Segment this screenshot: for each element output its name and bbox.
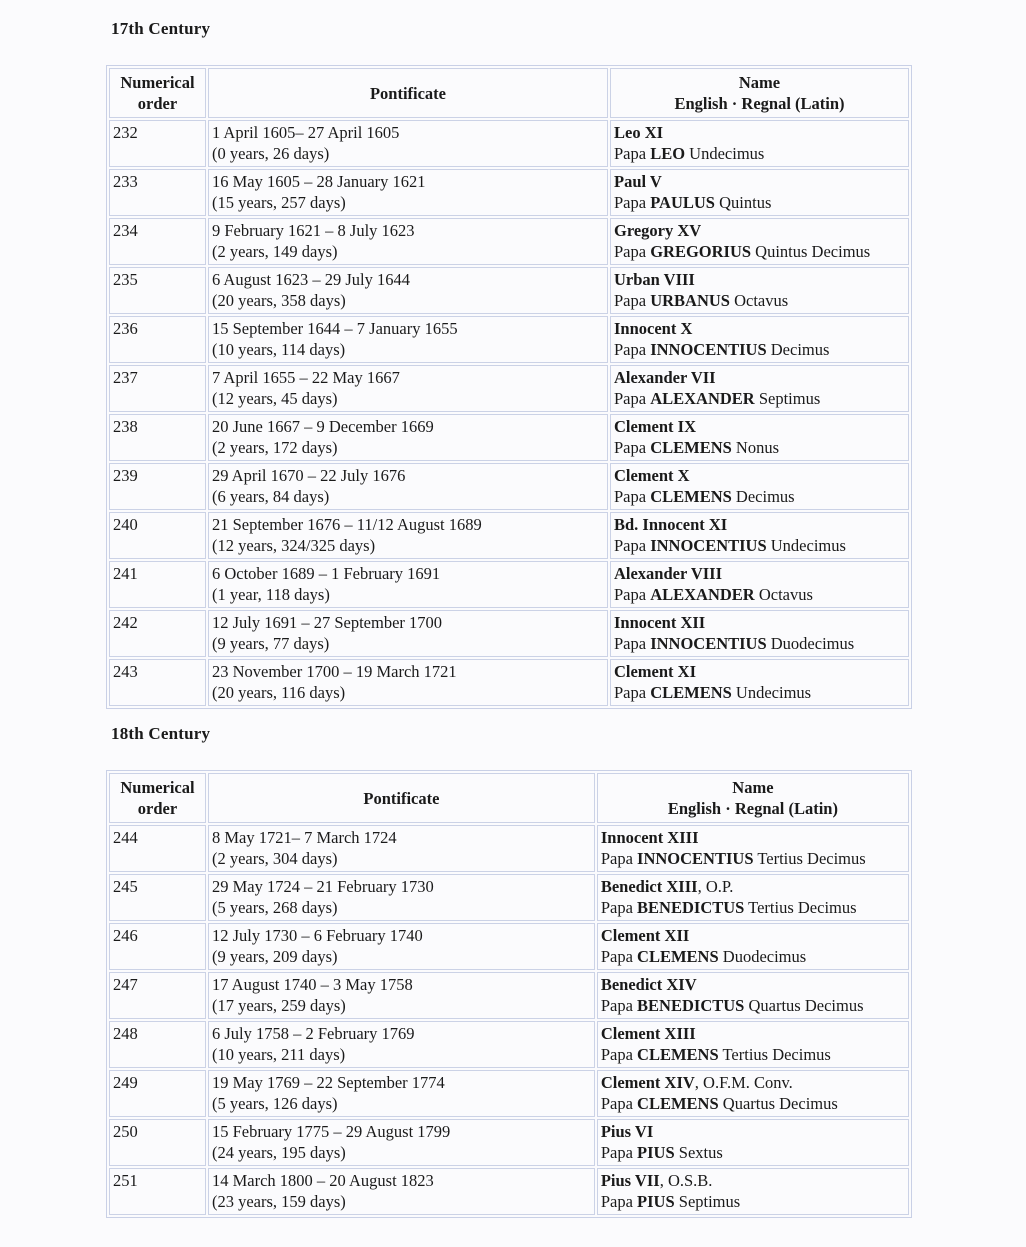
english-name-text: Alexander VIII: [613, 564, 723, 583]
cell-pontificate: [208, 610, 608, 657]
english-name-text: Bd. Innocent XI: [613, 515, 728, 534]
table-row: [109, 1021, 909, 1068]
pontificate-dates: 20 June 1667 – 9 December 1669: [211, 417, 434, 436]
english-name-text: Clement IX: [613, 417, 697, 436]
table-row: [109, 120, 909, 167]
cell-name: [610, 659, 909, 706]
regnal-name: [614, 633, 905, 654]
regnal-ordinal: Quartus Decimus: [722, 1094, 838, 1113]
cell-numerical-order: 237: [109, 365, 206, 412]
papa-word: Papa: [600, 947, 633, 966]
pontificate-dates: 29 May 1724 – 21 February 1730: [211, 877, 434, 896]
cell-pontificate: [208, 169, 608, 216]
english-name: [614, 220, 905, 241]
regnal-ordinal: Septimus: [678, 1192, 741, 1211]
regnal-name-text: GREGORIUS: [650, 242, 752, 261]
regnal-ordinal: Duodecimus: [770, 634, 855, 653]
regnal-name: [601, 848, 905, 869]
regnal-name: [601, 946, 905, 967]
papa-word: Papa: [600, 1045, 633, 1064]
pontificate-duration: (6 years, 84 days): [211, 487, 330, 506]
regnal-ordinal: Duodecimus: [722, 947, 807, 966]
papa-word: Papa: [613, 585, 647, 604]
cell-numerical-order: 238: [109, 414, 206, 461]
regnal-name: [614, 143, 905, 164]
regnal-name-text: CLEMENS: [650, 487, 732, 506]
regnal-name: [601, 1191, 905, 1212]
table-row: [109, 874, 909, 921]
regnal-name-text: CLEMENS: [637, 1045, 719, 1064]
english-name-text: Innocent XIII: [600, 828, 699, 847]
pontificate-dates: 15 February 1775 – 29 August 1799: [211, 1122, 451, 1141]
regnal-name-text: PIUS: [637, 1192, 675, 1211]
cell-name: [610, 610, 909, 657]
regnal-name: [601, 1044, 905, 1065]
regnal-name: [614, 535, 905, 556]
table-row: [109, 316, 909, 363]
english-name-text: Pius VII: [600, 1171, 660, 1190]
regnal-name-text: PIUS: [637, 1143, 675, 1162]
table-row: [109, 365, 909, 412]
regnal-name: [614, 437, 905, 458]
pontificate-dates: 17 August 1740 – 3 May 1758: [211, 975, 413, 994]
cell-numerical-order: 233: [109, 169, 206, 216]
english-name: [601, 974, 905, 995]
english-name: [614, 269, 905, 290]
regnal-name: [614, 192, 905, 213]
pontificate-duration: (9 years, 77 days): [211, 634, 330, 653]
cell-numerical-order: 239: [109, 463, 206, 510]
table-row: [109, 561, 909, 608]
pontificate-duration: (12 years, 324/325 days): [211, 536, 376, 555]
cell-numerical-order: 234: [109, 218, 206, 265]
table-row: [109, 972, 909, 1019]
pontificate-duration: (24 years, 195 days): [211, 1143, 346, 1162]
pontificate-dates: 16 May 1605 – 28 January 1621: [211, 172, 426, 191]
pontificate-dates: 14 March 1800 – 20 August 1823: [211, 1171, 434, 1190]
table-row: [109, 1168, 909, 1215]
cell-name: [597, 874, 909, 921]
pontificate-duration: (10 years, 114 days): [211, 340, 346, 359]
header-pontificate: Pontificate: [208, 68, 608, 118]
regnal-ordinal: Sextus: [678, 1143, 723, 1162]
english-name-suffix: , O.S.B.: [659, 1171, 713, 1190]
regnal-name-text: INNOCENTIUS: [650, 340, 767, 359]
pontificate-dates: 1 April 1605– 27 April 1605: [211, 123, 400, 142]
regnal-name-text: INNOCENTIUS: [650, 634, 767, 653]
cell-numerical-order: 247: [109, 972, 206, 1019]
cell-name: [610, 218, 909, 265]
papa-word: Papa: [613, 144, 647, 163]
regnal-name-text: ALEXANDER: [650, 585, 755, 604]
regnal-ordinal: Decimus: [770, 340, 830, 359]
table-row: [109, 414, 909, 461]
regnal-name: [614, 584, 905, 605]
cell-name: [610, 463, 909, 510]
regnal-ordinal: Tertius Decimus: [748, 898, 857, 917]
header-pontificate: Pontificate: [208, 773, 595, 823]
regnal-name: [601, 1142, 905, 1163]
pontificate-dates: 21 September 1676 – 11/12 August 1689: [211, 515, 482, 534]
cell-name: [610, 316, 909, 363]
regnal-name-text: BENEDICTUS: [637, 898, 745, 917]
pontificate-duration: (0 years, 26 days): [211, 144, 330, 163]
cell-numerical-order: 235: [109, 267, 206, 314]
cell-name: [610, 120, 909, 167]
regnal-name-text: INNOCENTIUS: [637, 849, 754, 868]
cell-name: [610, 512, 909, 559]
cell-numerical-order: 246: [109, 923, 206, 970]
table-row: [109, 218, 909, 265]
english-name-text: Clement XIII: [600, 1024, 696, 1043]
cell-pontificate: [208, 874, 595, 921]
table-row: [109, 610, 909, 657]
regnal-name: [614, 682, 905, 703]
cell-pontificate: [208, 972, 595, 1019]
papa-word: Papa: [600, 1094, 633, 1113]
pontificate-dates: 12 July 1691 – 27 September 1700: [211, 613, 443, 632]
english-name: [614, 122, 905, 143]
cell-pontificate: [208, 463, 608, 510]
regnal-name: [614, 339, 905, 360]
pontificate-dates: 8 May 1721– 7 March 1724: [211, 828, 397, 847]
cell-numerical-order: 244: [109, 825, 206, 872]
papa-word: Papa: [613, 242, 647, 261]
pontificate-dates: 19 May 1769 – 22 September 1774: [211, 1073, 445, 1092]
cell-name: [597, 1070, 909, 1117]
cell-name: [610, 267, 909, 314]
cell-numerical-order: 249: [109, 1070, 206, 1117]
english-name-suffix: , O.F.M. Conv.: [694, 1073, 793, 1092]
pontificate-duration: (12 years, 45 days): [211, 389, 338, 408]
cell-name: [597, 1168, 909, 1215]
pontificate-duration: (9 years, 209 days): [211, 947, 338, 966]
regnal-name-text: CLEMENS: [637, 1094, 719, 1113]
regnal-ordinal: Nonus: [735, 438, 780, 457]
pontificate-duration: (20 years, 358 days): [211, 291, 346, 310]
pontificate-dates: 29 April 1670 – 22 July 1676: [211, 466, 406, 485]
pontificate-dates: 15 September 1644 – 7 January 1655: [211, 319, 458, 338]
regnal-name: [614, 241, 905, 262]
cell-name: [597, 923, 909, 970]
papa-word: Papa: [600, 849, 633, 868]
english-name: [614, 612, 905, 633]
english-name-text: Clement X: [613, 466, 690, 485]
english-name-text: Gregory XV: [613, 221, 702, 240]
table-header-row: [109, 68, 909, 118]
regnal-name: [601, 1093, 905, 1114]
cell-numerical-order: 240: [109, 512, 206, 559]
regnal-name-text: INNOCENTIUS: [650, 536, 767, 555]
table-row: [109, 1119, 909, 1166]
english-name: [614, 367, 905, 388]
table-row: [109, 512, 909, 559]
regnal-name: [601, 897, 905, 918]
regnal-name-text: CLEMENS: [637, 947, 719, 966]
pontificate-duration: (17 years, 259 days): [211, 996, 346, 1015]
cell-name: [597, 1119, 909, 1166]
regnal-ordinal: Quartus Decimus: [748, 996, 864, 1015]
english-name-text: Pius VI: [600, 1122, 654, 1141]
english-name-text: Innocent X: [613, 319, 693, 338]
table-row: [109, 169, 909, 216]
english-name: [601, 827, 905, 848]
english-name-text: Clement XI: [613, 662, 697, 681]
regnal-ordinal: Undecimus: [770, 536, 846, 555]
english-name: [614, 465, 905, 486]
regnal-ordinal: Octavus: [734, 291, 789, 310]
regnal-ordinal: Septimus: [758, 389, 821, 408]
english-name-text: Urban VIII: [613, 270, 695, 289]
english-name: [614, 171, 905, 192]
pontificate-dates: 12 July 1730 – 6 February 1740: [211, 926, 423, 945]
regnal-name: [614, 290, 905, 311]
english-name: [614, 661, 905, 682]
cell-name: [597, 972, 909, 1019]
cell-name: [610, 169, 909, 216]
regnal-name-text: PAULUS: [650, 193, 715, 212]
cell-name: [610, 414, 909, 461]
regnal-ordinal: Undecimus: [689, 144, 765, 163]
regnal-ordinal: Octavus: [758, 585, 813, 604]
pontificate-dates: 7 April 1655 – 22 May 1667: [211, 368, 400, 387]
papa-word: Papa: [600, 898, 633, 917]
cell-numerical-order: 242: [109, 610, 206, 657]
regnal-ordinal: Tertius Decimus: [722, 1045, 831, 1064]
header-numerical-order: Numerical order: [109, 68, 206, 118]
pontificate-dates: 6 August 1623 – 29 July 1644: [211, 270, 410, 289]
regnal-name-text: CLEMENS: [650, 438, 732, 457]
table-row: [109, 923, 909, 970]
english-name-text: Benedict XIII: [600, 877, 698, 896]
english-name-text: Clement XII: [600, 926, 690, 945]
regnal-name-text: LEO: [650, 144, 686, 163]
pontificate-duration: (15 years, 257 days): [211, 193, 346, 212]
regnal-name: [614, 388, 905, 409]
regnal-ordinal: Quintus Decimus: [755, 242, 871, 261]
regnal-name: [601, 995, 905, 1016]
regnal-ordinal: Quintus: [719, 193, 772, 212]
papa-word: Papa: [613, 438, 647, 457]
papa-word: Papa: [600, 1143, 633, 1162]
english-name-text: Clement XIV: [600, 1073, 695, 1092]
cell-numerical-order: 250: [109, 1119, 206, 1166]
english-name: [601, 1023, 905, 1044]
pontificate-dates: 6 July 1758 – 2 February 1769: [211, 1024, 415, 1043]
header-name: Name English · Regnal (Latin): [610, 68, 909, 118]
cell-numerical-order: 236: [109, 316, 206, 363]
cell-numerical-order: 248: [109, 1021, 206, 1068]
english-name: [601, 1170, 905, 1191]
table-row: [109, 1070, 909, 1117]
cell-pontificate: [208, 512, 608, 559]
english-name-text: Alexander VII: [613, 368, 716, 387]
table-row: [109, 825, 909, 872]
english-name: [601, 1121, 905, 1142]
cell-pontificate: [208, 414, 608, 461]
pontificate-dates: 9 February 1621 – 8 July 1623: [211, 221, 415, 240]
cell-numerical-order: 245: [109, 874, 206, 921]
regnal-ordinal: Decimus: [735, 487, 795, 506]
papa-word: Papa: [613, 291, 647, 310]
papa-word: Papa: [613, 389, 647, 408]
regnal-name-text: BENEDICTUS: [637, 996, 745, 1015]
regnal-name: [614, 486, 905, 507]
cell-pontificate: [208, 1119, 595, 1166]
papa-word: Papa: [613, 634, 647, 653]
table-header-row: [109, 773, 909, 823]
pontificate-duration: (2 years, 149 days): [211, 242, 338, 261]
papa-word: Papa: [613, 683, 647, 702]
english-name: [601, 925, 905, 946]
english-name-text: Innocent XII: [613, 613, 706, 632]
pontificate-duration: (2 years, 172 days): [211, 438, 338, 457]
cell-pontificate: [208, 561, 608, 608]
english-name: [614, 318, 905, 339]
cell-pontificate: [208, 1021, 595, 1068]
popes-table-17th-century: [106, 65, 912, 709]
pontificate-dates: 6 October 1689 – 1 February 1691: [211, 564, 441, 583]
header-name: Name English · Regnal (Latin): [597, 773, 909, 823]
cell-pontificate: [208, 218, 608, 265]
papa-word: Papa: [613, 340, 647, 359]
regnal-name-text: ALEXANDER: [650, 389, 755, 408]
english-name-suffix: , O.P.: [697, 877, 734, 896]
pontificate-duration: (20 years, 116 days): [211, 683, 346, 702]
table-row: [109, 267, 909, 314]
papa-word: Papa: [600, 996, 633, 1015]
regnal-ordinal: Undecimus: [735, 683, 812, 702]
cell-pontificate: [208, 267, 608, 314]
pontificate-duration: (10 years, 211 days): [211, 1045, 346, 1064]
cell-pontificate: [208, 923, 595, 970]
cell-name: [597, 1021, 909, 1068]
pontificate-duration: (23 years, 159 days): [211, 1192, 346, 1211]
regnal-name-text: CLEMENS: [650, 683, 732, 702]
pontificate-duration: (2 years, 304 days): [211, 849, 338, 868]
english-name-text: Leo XI: [613, 123, 664, 142]
section-heading-18th-century: 18th Century: [111, 724, 211, 743]
papa-word: Papa: [613, 487, 647, 506]
cell-name: [610, 561, 909, 608]
english-name: [601, 1072, 905, 1093]
english-name: [614, 563, 905, 584]
english-name: [601, 876, 905, 897]
cell-name: [610, 365, 909, 412]
english-name-text: Benedict XIV: [600, 975, 697, 994]
regnal-ordinal: Tertius Decimus: [757, 849, 866, 868]
cell-pontificate: [208, 659, 608, 706]
papa-word: Papa: [600, 1192, 633, 1211]
cell-numerical-order: 232: [109, 120, 206, 167]
table-row: [109, 463, 909, 510]
english-name: [614, 416, 905, 437]
pontificate-duration: (1 year, 118 days): [211, 585, 330, 604]
english-name-text: Paul V: [613, 172, 662, 191]
popes-table-18th-century: [106, 770, 912, 1218]
cell-pontificate: [208, 1070, 595, 1117]
cell-pontificate: [208, 825, 595, 872]
section-heading-17th-century: 17th Century: [111, 19, 211, 38]
cell-pontificate: [208, 365, 608, 412]
table-row: [109, 659, 909, 706]
regnal-name-text: URBANUS: [650, 291, 730, 310]
pontificate-dates: 23 November 1700 – 19 March 1721: [211, 662, 457, 681]
cell-name: [597, 825, 909, 872]
cell-pontificate: [208, 1168, 595, 1215]
pontificate-duration: (5 years, 126 days): [211, 1094, 338, 1113]
cell-numerical-order: 243: [109, 659, 206, 706]
cell-pontificate: [208, 316, 608, 363]
cell-numerical-order: 241: [109, 561, 206, 608]
english-name: [614, 514, 905, 535]
header-numerical-order: Numerical order: [109, 773, 206, 823]
pontificate-duration: (5 years, 268 days): [211, 898, 338, 917]
papa-word: Papa: [613, 193, 647, 212]
cell-pontificate: [208, 120, 608, 167]
papa-word: Papa: [613, 536, 647, 555]
cell-numerical-order: 251: [109, 1168, 206, 1215]
